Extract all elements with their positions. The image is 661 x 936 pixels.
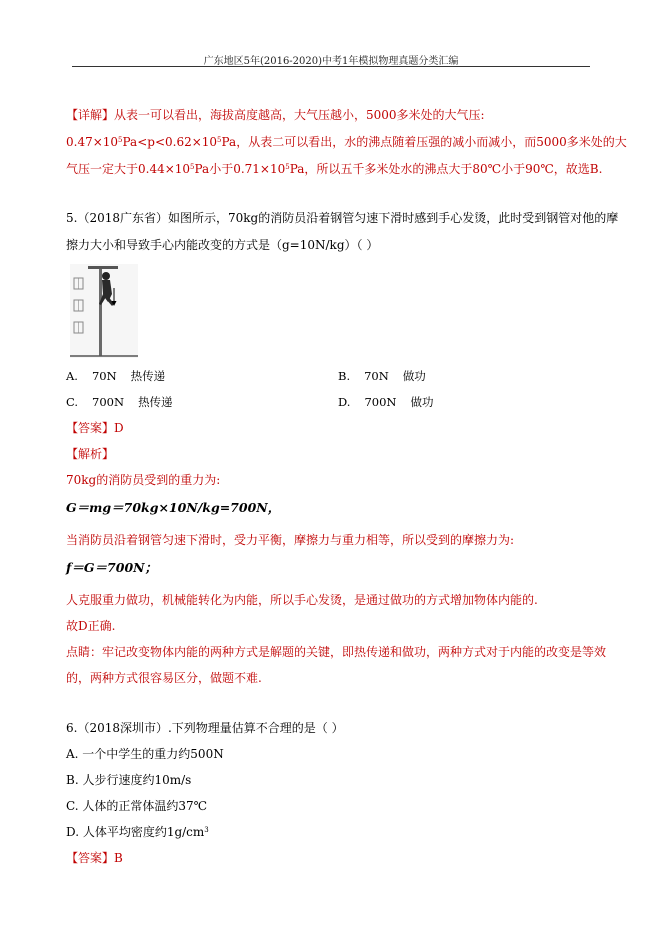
- detail-line-3: 气压一定大于$0.44\times 10^5Pa$小于$0.71\times 10^5Pa$，所以五千多米处水的沸点大于80℃小于90℃，故选B.: [66, 162, 603, 176]
- q5-option-a: A. 70N 热传递: [66, 369, 166, 383]
- q5-analysis-line-3: 人克服重力做功，机械能转化为内能，所以手心发烫，是通过做功的方式增加物体内能的.: [66, 593, 538, 607]
- q5-tip-line-1: 点睛：牢记改变物体内能的两种方式是解题的关键，即热传递和做功，两种方式对于内能的改变是等效: [66, 645, 607, 659]
- q5-formula-friction: f＝G＝700N；: [66, 560, 158, 575]
- q5-option-d: D. 700N 做功: [338, 395, 434, 409]
- page-header: 广东地区5年(2016-2020)中考1年模拟物理真题分类汇编: [203, 56, 459, 67]
- q5-answer: 【答案】D: [66, 421, 124, 435]
- q5-stem-line-1: 5.（2018广东省）如图所示，70kg的消防员沿着钢管匀速下滑时感到手心发烫，此时受到钢管对他的摩: [66, 211, 619, 225]
- q5-option-b: B. 70N 做功: [338, 369, 426, 383]
- firefighter-figure: [70, 264, 138, 358]
- detail-line-1: 【详解】从表一可以看出，海拔高度越高，大气压越小，5000多米处的大气压:: [66, 108, 485, 122]
- q6-stem: 6.（2018深圳市）.下列物理量估算不合理的是（ ）: [66, 721, 344, 735]
- q6-option-d: D. 人体平均密度约$1g/cm^3$: [66, 825, 209, 839]
- q5-option-c: C. 700N 热传递: [66, 395, 173, 409]
- q5-analysis-line-4: 故D正确.: [66, 619, 116, 633]
- header-rule: [72, 66, 590, 67]
- q5-analysis-title: 【解析】: [66, 447, 115, 461]
- q5-analysis-line-1: 70kg的消防员受到的重力为:: [66, 473, 221, 487]
- q5-tip-line-2: 的，两种方式很容易区分，做题不难.: [66, 671, 262, 685]
- q5-formula-gravity: G＝mg＝70kg×10N/kg=700N，: [66, 500, 281, 515]
- q5-stem-line-2: 擦力大小和导致手心内能改变的方式是（g=10N/kg）（ ）: [66, 238, 379, 252]
- q6-option-a: A. 一个中学生的重力约500N: [66, 747, 224, 761]
- firefighter-illustration: [70, 264, 138, 358]
- q6-answer: 【答案】B: [66, 851, 123, 865]
- q6-option-c: C. 人体的正常体温约37℃: [66, 799, 208, 813]
- q5-analysis-line-2: 当消防员沿着钢管匀速下滑时，受力平衡，摩擦力与重力相等，所以受到的摩擦力为:: [66, 533, 515, 547]
- q6-option-b: B. 人步行速度约10m/s: [66, 773, 192, 787]
- detail-line-2: $0.47\times 10^5Pa<p<0.62\times 10^5Pa$，从表二可以看出，水的沸点随着压强的减小而减小，而5000多米处的大: [66, 135, 627, 149]
